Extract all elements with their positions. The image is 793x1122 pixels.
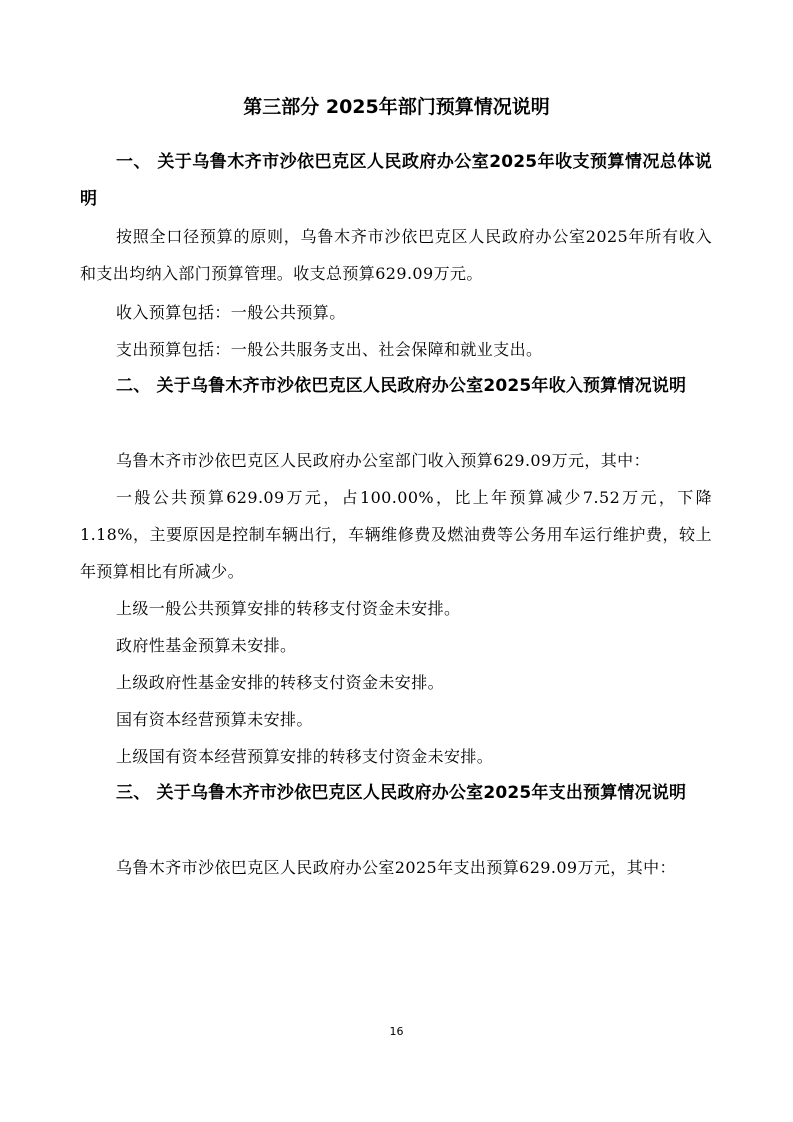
page-title: 第三部分 2025年部门预算情况说明: [243, 96, 550, 118]
section-2-paragraph-1: 乌鲁木齐市沙依巴克区人民政府办公室部门收入预算629.09万元，其中：: [116, 451, 650, 470]
section-2-paragraph-2: 一般公共预算629.09万元，占100.00%，比上年预算减少7.52万元，下降1.18%，主要原因是控制车辆出行，车辆维修费及燃油费等公务用车运行维护费，较上年预算相比有所减少。: [80, 488, 712, 581]
section-1-paragraph-3: 支出预算包括：一般公共服务支出、社会保障和就业支出。: [116, 340, 543, 359]
section-3-paragraph-1-block: [80, 849, 712, 886]
section-2-paragraph-2-block: [80, 479, 712, 590]
section-3-heading: 三、 关于乌鲁木齐市沙依巴克区人民政府办公室2025年支出预算情况说明: [116, 783, 687, 803]
section-1-heading: 一、 关于乌鲁木齐市沙依巴克区人民政府办公室2025年收支预算情况总体说明: [80, 152, 712, 209]
section-2-paragraph-7: 上级国有资本经营预算安排的转移支付资金未安排。: [116, 747, 494, 766]
section-2-heading: 二、 关于乌鲁木齐市沙依巴克区人民政府办公室2025年收入预算情况说明: [116, 376, 687, 396]
section-1-paragraph-2: 收入预算包括：一般公共预算。: [116, 303, 346, 322]
section-2-heading-block: [80, 368, 712, 405]
section-1-paragraph-1: 按照全口径预算的原则，乌鲁木齐市沙依巴克区人民政府办公室2025年所有收入和支出均纳入部门预算管理。收支总预算629.09万元。: [80, 227, 712, 283]
section-1-heading-block: [80, 144, 712, 218]
section-2-paragraph-3: 上级一般公共预算安排的转移支付资金未安排。: [116, 599, 461, 618]
section-1-paragraph-1-block: [80, 218, 712, 292]
page-number: 16: [389, 1025, 404, 1038]
section-3-paragraph-1: 乌鲁木齐市沙依巴克区人民政府办公室2025年支出预算629.09万元，其中：: [116, 858, 676, 877]
section-2-paragraph-4: 政府性基金预算未安排。: [116, 636, 297, 655]
section-3-heading-block: [80, 775, 712, 812]
section-2-paragraph-5: 上级政府性基金安排的转移支付资金未安排。: [116, 673, 445, 692]
section-2-paragraph-6: 国有资本经营预算未安排。: [116, 710, 313, 729]
